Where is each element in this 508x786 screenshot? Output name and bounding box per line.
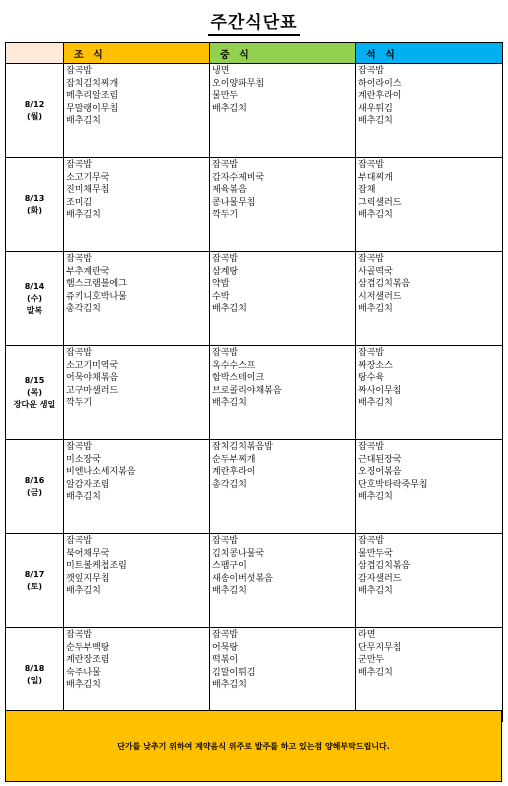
day-row <box>6 346 503 440</box>
day-date: 8/17 <box>24 569 45 579</box>
day-weekday: (수) <box>26 293 43 303</box>
menu-item: 배추김치 <box>66 492 101 502</box>
lunch-cell <box>210 628 356 722</box>
lunch-column-header: 중 식 <box>210 43 356 64</box>
menu-item: 잡곡밥 <box>358 254 385 264</box>
menu-item: 수박 <box>212 291 230 302</box>
menu-item: 스팸구이 <box>212 561 247 571</box>
day-row <box>6 252 503 346</box>
menu-item: 부추계란국 <box>66 266 110 277</box>
day-date-cell <box>6 346 64 440</box>
dinner-cell <box>356 64 503 158</box>
menu-item: 알감자조림 <box>66 479 110 490</box>
lunch-cell <box>210 440 356 534</box>
menu-item: 부대찌개 <box>358 172 393 183</box>
day-date: 8/13 <box>24 193 45 203</box>
dinner-cell <box>356 534 503 628</box>
menu-item: 함박스테이크 <box>212 373 265 383</box>
menu-item: 잡곡밥 <box>212 348 239 358</box>
day-weekday: (금) <box>26 487 43 497</box>
menu-item: 어묵탕 <box>212 642 239 653</box>
menu-item: 순두부찌개 <box>212 454 256 465</box>
menu-item: 잡곡밥 <box>66 536 93 546</box>
day-note: 말복 <box>26 305 43 315</box>
menu-item: 배추김치 <box>212 304 247 314</box>
menu-item: 잡곡밥 <box>212 254 239 264</box>
menu-item: 삼계탕 <box>212 266 239 277</box>
menu-item: 잡치김치찌개 <box>66 78 119 89</box>
menu-item: 소고기무국 <box>66 172 110 183</box>
menu-item: 잡곡밥 <box>66 254 93 264</box>
menu-item: 배추김치 <box>212 103 247 114</box>
header-row <box>6 43 503 64</box>
menu-item: 계란후라이 <box>358 91 402 101</box>
menu-item: 시저샐러드 <box>358 291 402 302</box>
menu-item: 잡채 <box>358 185 376 195</box>
menu-item: 하이라이스 <box>358 78 402 89</box>
day-date: 8/16 <box>24 475 45 485</box>
notice-text: 단가를 낮추기 위하여 계약음식 위주로 발주를 하고 있는점 양해부탁드립니다. <box>117 741 390 751</box>
menu-item: 배추김치 <box>358 210 393 220</box>
day-date: 8/12 <box>24 99 45 109</box>
menu-item: 잡곡밥 <box>358 160 385 170</box>
menu-item: 배추김치 <box>358 586 393 596</box>
menu-item: 잡곡밥 <box>212 160 239 170</box>
day-date-cell <box>6 64 64 158</box>
lunch-cell <box>210 252 356 346</box>
menu-item: 배추김치 <box>358 492 393 502</box>
menu-item: 미소장국 <box>66 454 101 465</box>
menu-item: 감자샐러드 <box>358 573 402 584</box>
day-weekday: (화) <box>26 205 43 215</box>
menu-item: 잡곡밥 <box>212 536 239 546</box>
menu-item: 떡볶이 <box>212 655 239 665</box>
menu-item: 삼겹김치볶음 <box>358 561 411 571</box>
lunch-cell <box>210 64 356 158</box>
menu-item: 잡치김치볶음밥 <box>212 442 273 452</box>
lunch-cell <box>210 534 356 628</box>
day-date: 8/14 <box>24 281 45 291</box>
day-date-cell <box>6 252 64 346</box>
menu-item: 북어채무국 <box>66 548 110 559</box>
menu-item: 무말랭이무침 <box>66 103 119 114</box>
day-date-cell <box>6 158 64 252</box>
menu-item: 새송이버섯볶음 <box>212 573 273 584</box>
menu-item: 순두부백탕 <box>66 642 110 653</box>
menu-item: 옥수수스프 <box>212 360 256 371</box>
menu-item: 배추김치 <box>212 680 247 690</box>
menu-item: 그릭샐러드 <box>358 197 402 208</box>
menu-item: 물만두국 <box>358 548 393 559</box>
menu-item: 어묵야채볶음 <box>66 373 119 383</box>
page-title: 주간식단표 <box>0 8 508 33</box>
menu-item: 제육볶음 <box>212 185 247 195</box>
menu-item: 고구마샐러드 <box>66 385 119 396</box>
menu-item: 탕수육 <box>358 373 385 383</box>
menu-item: 물만두 <box>212 91 239 101</box>
breakfast-cell <box>64 440 210 534</box>
date-column-header <box>6 43 64 64</box>
lunch-cell <box>210 346 356 440</box>
menu-item: 사골떡국 <box>358 266 393 277</box>
menu-item: 배추김치 <box>358 304 393 314</box>
menu-item: 깍두기 <box>212 210 239 220</box>
dinner-column-header: 석 식 <box>356 43 503 64</box>
menu-item: 라면 <box>358 630 376 640</box>
menu-item: 김말이튀김 <box>212 667 256 678</box>
menu-item: 잡곡밥 <box>358 442 385 452</box>
menu-item: 소고기미역국 <box>66 360 119 371</box>
breakfast-column-header: 조 식 <box>64 43 210 64</box>
breakfast-cell <box>64 534 210 628</box>
day-weekday: (토) <box>26 581 43 591</box>
day-note: 장다운 생일 <box>13 399 56 409</box>
dinner-cell <box>356 346 503 440</box>
menu-item: 오징어볶음 <box>358 467 402 477</box>
menu-item: 비엔나소세지볶음 <box>66 467 136 477</box>
menu-item: 군만두 <box>358 655 385 665</box>
menu-item: 조미김 <box>66 197 93 208</box>
menu-item: 메추리알조림 <box>66 91 119 101</box>
menu-item: 미트볼케첩조림 <box>66 561 127 571</box>
breakfast-cell <box>64 628 210 722</box>
menu-item: 계란후라이 <box>212 467 256 477</box>
weekly-menu-table <box>5 42 503 722</box>
day-weekday: (월) <box>26 111 43 121</box>
menu-item: 배추김치 <box>66 680 101 690</box>
day-date: 8/15 <box>24 375 45 385</box>
menu-item: 계란장조림 <box>66 655 110 665</box>
menu-item: 냉면 <box>212 66 230 76</box>
menu-item: 깍두기 <box>66 398 93 408</box>
menu-item: 잡곡밥 <box>358 66 385 76</box>
menu-item: 진미채무침 <box>66 185 110 195</box>
menu-item: 총각김치 <box>66 304 101 314</box>
menu-item: 브로콜리야채볶음 <box>212 385 282 396</box>
notice-banner <box>5 710 502 782</box>
day-row <box>6 64 503 158</box>
menu-item: 잡곡밥 <box>66 442 93 452</box>
day-date: 8/18 <box>24 663 45 673</box>
breakfast-cell <box>64 252 210 346</box>
day-date-cell <box>6 628 64 722</box>
menu-item: 숙주나물 <box>66 667 101 678</box>
menu-item: 배추김치 <box>66 116 101 126</box>
menu-item: 짜장소스 <box>358 360 393 371</box>
menu-item: 배추김치 <box>212 398 247 408</box>
dinner-cell <box>356 628 503 722</box>
day-row <box>6 534 503 628</box>
menu-item: 단무지무침 <box>358 642 402 653</box>
menu-item: 총각김치 <box>212 479 247 490</box>
day-weekday: (목) <box>26 387 43 397</box>
day-date-cell <box>6 440 64 534</box>
menu-item: 배추김치 <box>358 116 393 126</box>
day-row <box>6 158 503 252</box>
menu-item: 잡곡밥 <box>66 66 93 76</box>
menu-item: 배추김치 <box>212 586 247 596</box>
menu-item: 짜사이무침 <box>358 385 402 396</box>
menu-item: 배추김치 <box>358 398 393 408</box>
menu-item: 쥬키니호박나물 <box>66 291 127 302</box>
day-row <box>6 628 503 722</box>
menu-item: 배추김치 <box>66 586 101 596</box>
menu-item: 잡곡밥 <box>66 160 93 170</box>
dinner-cell <box>356 158 503 252</box>
menu-item: 단호박타락죽무침 <box>358 479 428 490</box>
breakfast-cell <box>64 158 210 252</box>
menu-item: 햄스크램블에그 <box>66 279 127 289</box>
menu-item: 삼겹김치볶음 <box>358 279 411 289</box>
day-row <box>6 440 503 534</box>
menu-item: 배추김치 <box>66 210 101 220</box>
menu-item: 새우튀김 <box>358 103 393 114</box>
day-weekday: (일) <box>26 675 43 685</box>
menu-item: 잡곡밥 <box>358 536 385 546</box>
menu-item: 잡곡밥 <box>358 348 385 358</box>
menu-item: 약밥 <box>212 279 230 289</box>
menu-item: 잡곡밥 <box>66 630 93 640</box>
dinner-cell <box>356 440 503 534</box>
menu-item: 감자수제비국 <box>212 172 265 183</box>
menu-item: 깻잎지무침 <box>66 573 110 584</box>
menu-item: 잡곡밥 <box>212 630 239 640</box>
breakfast-cell <box>64 346 210 440</box>
breakfast-cell <box>64 64 210 158</box>
menu-item: 잡곡밥 <box>66 348 93 358</box>
menu-item: 근대된장국 <box>358 454 402 465</box>
menu-item: 오이양파무침 <box>212 78 265 89</box>
lunch-cell <box>210 158 356 252</box>
day-date-cell <box>6 534 64 628</box>
menu-item: 콩나물무침 <box>212 197 256 208</box>
menu-item: 배추김치 <box>358 667 393 678</box>
dinner-cell <box>356 252 503 346</box>
menu-item: 김치콩나물국 <box>212 548 265 559</box>
